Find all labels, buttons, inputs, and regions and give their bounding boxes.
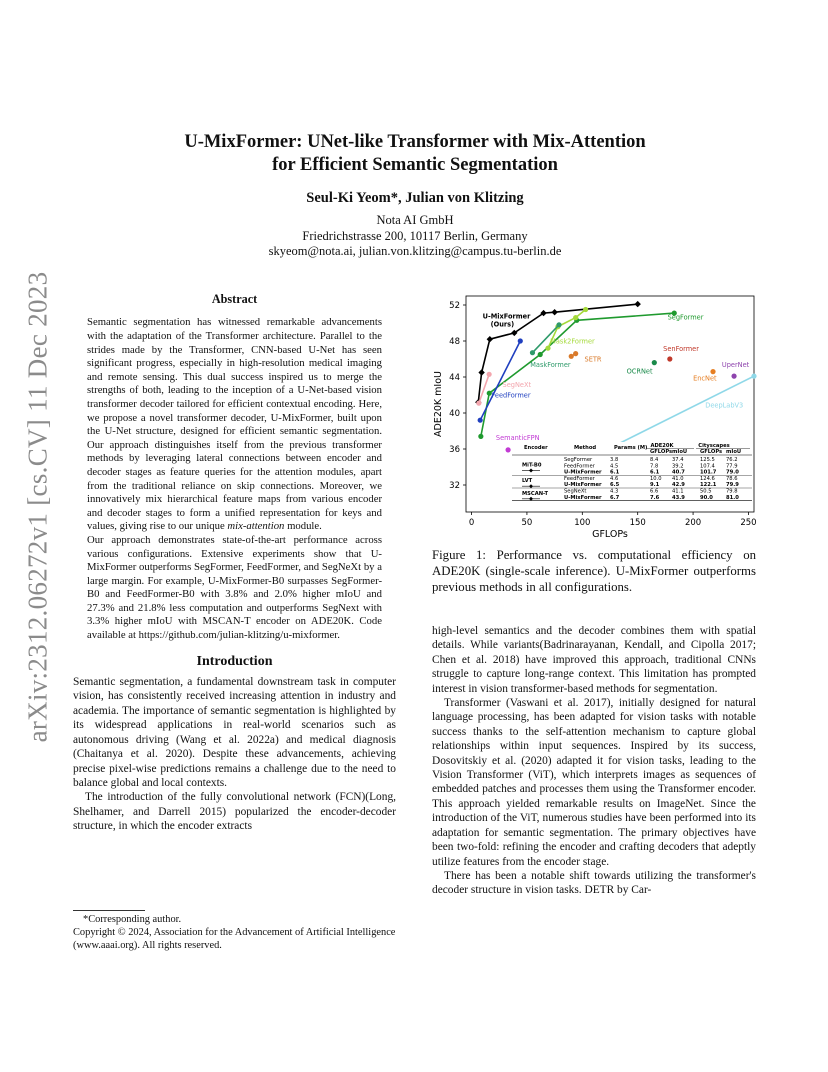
authors: Seul-Ki Yeom*, Julian von Klitzing: [306, 190, 524, 206]
table-cell: 78.6: [726, 475, 738, 482]
table-encoder-label: MSCAN-T: [522, 490, 548, 497]
table-cell: 43.9: [672, 494, 685, 501]
data-point-segnext: [476, 401, 481, 406]
arxiv-stamp: arXiv:2312.06272v1 [cs.CV] 11 Dec 2023: [22, 271, 53, 743]
series-label-upernet: UperNet: [721, 361, 750, 370]
x-axis-label: GFLOPs: [592, 529, 628, 540]
intro-paragraph-2: The introduction of the fully convolutional network (FCN)(Long, Shelhamer, and Darrell 2015) popularized the encoder-decoder structure, in which the encoder extracts: [73, 791, 396, 833]
data-point-mask2former: [573, 315, 578, 320]
table-cell: U-MixFormer: [564, 482, 602, 489]
table-cell: 7.8: [650, 463, 659, 470]
data-point-upernet: [731, 374, 736, 379]
y-tick-label: 32: [449, 481, 460, 491]
affiliation-org: Nota AI GmbH: [376, 213, 454, 227]
data-point-deeplabv3: [751, 374, 756, 379]
series-label-segformer: SegFormer: [667, 313, 704, 322]
x-tick-label: 50: [521, 518, 533, 528]
table-cell: 79.0: [726, 469, 739, 476]
series-label-mask2former: Mask2Former: [550, 337, 595, 346]
table-cell: 6.5: [610, 482, 620, 489]
data-point-u-mixformer: [551, 309, 557, 315]
table-column-header: Encoder: [524, 445, 548, 451]
table-cell: 7.6: [650, 494, 660, 501]
figure-1: [432, 290, 758, 548]
introduction-heading: Introduction: [196, 653, 273, 669]
table-header-ade20k: ADE20K: [650, 443, 674, 449]
table-cell: 8.4: [650, 457, 659, 463]
right-paragraph-1: high-level semantics and the decoder combines them with spatial details. While variants(Badrinarayanan, Kendall, and Cipolla 2017; Chen et al. 2018) have improved this approach, traditional CNNs struggle to capture long-range context. This limitation has prompted interest in vision transformer-based methods for segmentation.: [432, 625, 756, 695]
table-cell: 37.4: [672, 457, 684, 463]
abstract: [87, 316, 382, 642]
table-encoder-label: MiT-B0: [522, 462, 542, 469]
table-cell: 4.6: [610, 475, 619, 482]
table-column-header: Params (M): [614, 445, 648, 451]
series-label-senformer: SenFormer: [663, 344, 699, 353]
table-cell: 76.2: [726, 457, 738, 463]
table-cell: 79.8: [726, 488, 738, 495]
y-tick-label: 48: [449, 337, 460, 347]
table-cell: 41.0: [672, 475, 684, 482]
y-tick-label: 40: [449, 409, 460, 419]
abstract-heading: Abstract: [211, 292, 258, 306]
title-line-1: U-MixFormer: UNet-like Transformer with Mix-Attention: [184, 132, 646, 152]
series-label-semanticfpn: SemanticFPN: [495, 434, 540, 442]
table-cell: SegFormer: [564, 457, 593, 463]
table-cell: 6.1: [610, 469, 620, 476]
table-cell: 4.3: [610, 488, 619, 495]
data-point-maskformer: [530, 350, 535, 355]
x-tick-label: 150: [629, 518, 646, 528]
data-point-feedformer: [478, 418, 483, 423]
intro-paragraph-1: Semantic segmentation, a fundamental downstream task in computer vision, has consistently received increasing attention in industry and academia. The importance of semantic segmentation is highlighted by its widespread applications in real-world scenarios such as autonomous driving (Wang et al. 2022a) and medical diagnosis (Chaitanya et al. 2020). Despite these advancements, achieving precise pixel-wise predictions remains a challenge due to the need to balance global and local contexts.: [73, 676, 396, 789]
title-line-2: for Efficient Semantic Segmentation: [272, 155, 558, 175]
table-cell: 90.0: [700, 494, 713, 501]
series-label-setr: SETR: [584, 355, 602, 364]
data-point-mask2former: [545, 346, 550, 351]
data-point-segformer: [478, 434, 483, 439]
data-point-mask2former: [583, 307, 588, 312]
table-cell: 79.9: [726, 482, 739, 489]
table-cell: 41.1: [672, 488, 684, 495]
table-cell: 6.1: [650, 469, 660, 476]
y-tick-label: 44: [449, 373, 460, 383]
table-cell: 107.4: [700, 463, 715, 470]
table-cell: 4.5: [610, 463, 619, 470]
data-point-feedformer: [518, 338, 523, 343]
table-cell: 39.2: [672, 463, 684, 470]
paper-title: [70, 131, 760, 177]
table-encoder-label: LVT: [522, 478, 533, 485]
copyright-note: Copyright © 2024, Association for the Advancement of Artificial Intelligence (www.aaai.org). All rights reserved.: [73, 927, 396, 951]
data-point-segformer: [538, 352, 543, 357]
table-cell: 81.0: [726, 494, 739, 501]
table-cell: 10.0: [650, 475, 662, 482]
series-label-feedformer: FeedFormer: [491, 391, 531, 400]
table-cell: 42.9: [672, 482, 685, 489]
table-column-header: GFLOPs: [650, 449, 673, 455]
data-point-u-mixformer: [634, 301, 640, 307]
performance-chart: [432, 290, 758, 548]
table-column-header: mIoU: [726, 449, 742, 455]
table-cell: 101.7: [700, 469, 717, 476]
footnotes: [73, 910, 396, 952]
series-label-deeplabv3: DeepLabV3: [705, 401, 744, 410]
x-tick-label: 200: [684, 518, 702, 528]
data-point-ocrnet: [652, 360, 657, 365]
corresponding-author-note: *Corresponding author.: [83, 914, 182, 925]
table-cell: FeedFormer: [564, 463, 595, 470]
x-tick-label: 100: [574, 518, 591, 528]
series-label-encnet: EncNet: [693, 374, 717, 383]
table-column-header: Method: [574, 445, 597, 451]
table-cell: 124.6: [700, 475, 715, 482]
series-label-u-mixformer: (Ours): [490, 320, 515, 329]
table-cell: 9.1: [650, 482, 660, 489]
table-header-cityscapes: Cityscapes: [698, 443, 730, 449]
data-point-segnext: [487, 372, 492, 377]
table-cell: 122.1: [700, 482, 717, 489]
footnote-rule: [73, 910, 145, 911]
data-point-u-mixformer: [478, 369, 484, 375]
table-cell: 3.8: [610, 457, 619, 463]
series-label-u-mixformer: U-MixFormer: [482, 312, 531, 321]
series-line-deeplabv3: [604, 376, 754, 451]
mix-attention-term: mix-attention: [227, 520, 285, 533]
series-label-ocrnet: OCRNet: [626, 367, 653, 376]
affiliation-address: Friedrichstrasse 200, 10117 Berlin, Germany: [302, 228, 528, 243]
table-cell: SegNeXt: [564, 488, 587, 495]
data-point-setr: [573, 351, 578, 356]
table-column-header: GFLOPs: [700, 449, 723, 455]
y-tick-label: 52: [449, 301, 460, 311]
right-paragraph-2: Transformer (Vaswani et al. 2017), initially designed for natural language processing, has been adapted for vision tasks with notable success thanks to the self-attention mechanism to capture global relationships within input sequences. Inspired by its success, Dosovitskiy et al. (2020) adapted it for vision tasks, leading to the Vision Transformer (ViT), which interprets images as sequences of embedded patches and processes them using the Transformer encoder. This approach yielded remarkable results on ImageNet. Since the introduction of the ViT, numerous studies have been performed into its adaptation for semantic segmentation. The primary objectives have been two-fold: refining the encoder and crafting decoders that adeptly utilize features from the encoder stage.: [432, 697, 756, 868]
data-point-maskformer: [556, 322, 561, 327]
table-cell: 77.9: [726, 463, 738, 470]
right-paragraph-3: There has been a notable shift towards utilizing the transformer's decoder structure in vision tasks. DETR by Car-: [432, 869, 756, 897]
x-tick-label: 0: [468, 518, 475, 528]
table-cell: 40.7: [672, 469, 685, 476]
affiliation-emails[interactable]: skyeom@nota.ai, julian.von.klitzing@campus.tu-berlin.de: [268, 244, 562, 258]
y-axis-label: ADE20K mIoU: [433, 371, 444, 437]
table-cell: U-MixFormer: [564, 494, 602, 501]
abstract-paragraph-1: Semantic segmentation has witnessed remarkable advancements with the adaptation of the Transformer architecture. Parallel to the strides made by the Transformer, CNN-based U-Net has seen significant progress, especially in high-resolution medical imaging and remote sensing. This dual success inspired us to merge the strengths of both, leading to the inception of a U-Net-based vision transformer decoder tailored for efficient contextual encoding. Here, we propose a novel transformer decoder, U-MixFormer, built upon the U-Net structure, designed for efficient semantic segmentation. Our approach distinguishes itself from the previous transformer methods by leveraging lateral connections between encoder and decoder stages as feature queries for the attention modules, apart from the traditional reliance on skip connections. Moreover, we innovatively mix hierarchical feature maps from various encoder and decoder stages to form a unified representation for keys and values, giving rise to our unique mix-attention module.: [87, 316, 382, 533]
data-point-setr: [569, 354, 574, 359]
table-column-header: mIoU: [672, 449, 688, 455]
table-cell: 6.6: [650, 488, 659, 495]
data-point-senformer: [667, 356, 672, 361]
table-cell: U-MixFormer: [564, 469, 602, 476]
x-tick-label: 250: [740, 518, 757, 528]
table-cell: 6.7: [610, 494, 620, 501]
series-label-segnext: SegNeXt: [502, 380, 532, 389]
affiliation: [70, 213, 760, 260]
data-point-u-mixformer: [487, 336, 493, 342]
table-cell: 125.5: [700, 457, 715, 463]
data-point-encnet: [710, 369, 715, 374]
series-label-maskformer: MaskFormer: [530, 361, 571, 370]
table-cell: FeedFormer: [564, 475, 595, 482]
data-point-semanticfpn: [505, 447, 510, 452]
left-column: [73, 292, 396, 834]
abstract-paragraph-2: Our approach demonstrates state-of-the-art performance across various configurations. Extensive experiments show that U-MixFormer outperforms SegFormer, FeedFormer, and SegNeXt by a large margin. For example, U-MixFormer-B0 surpasses SegFormer-B0 and FeedFormer-B0 with 3.8% and 2.0% higher mIoU and 27.3% and 21.8% less computation and outperforms SegNext with 3.3% higher mIoU with MSCAN-T encoder on ADE20K. Code available at https://github.com/julian-klitzing/u-mixformer.: [87, 533, 382, 642]
figure-caption: Figure 1: Performance vs. computational efficiency on ADE20K (single-scale inference). U-MixFormer outperforms previous methods in all configurations.: [432, 548, 756, 594]
table-cell: 50.5: [700, 488, 712, 495]
y-tick-label: 36: [449, 445, 460, 455]
right-column: [432, 624, 756, 898]
